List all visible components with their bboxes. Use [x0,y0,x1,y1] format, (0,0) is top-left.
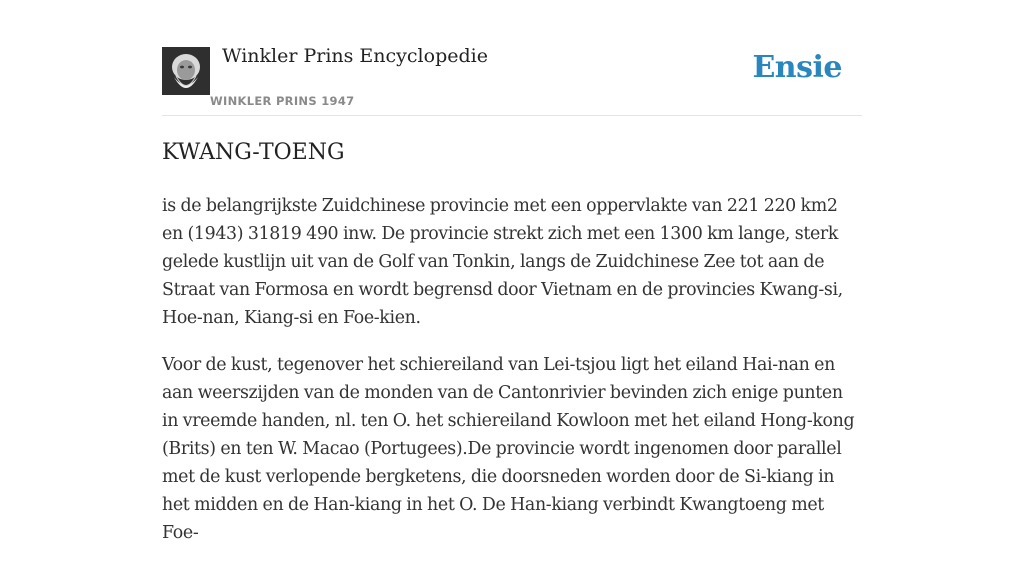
article-body [162,192,862,566]
article-paragraph: is de belangrijkste Zuidchinese provincie met een oppervlakte van 221 220 km2 en (1943) 31819 490 inw. De provincie strekt zich met een 1300 km lange, sterk gelede kustlijn uit van de Golf van Tonkin, langs de Zuidchinese Zee tot aan de Straat van Formosa en wordt begrensd door Vietnam en de provincies Kwang-si, Hoe-nan, Kiang-si en Foe-kien. [162,196,843,328]
article-paragraph: Voor de kust, tegenover het schiereiland van Lei-tsjou ligt het eiland Hai-nan en aan weerszijden van de monden van de Cantonrivier bevinden zich enige punten in vreemde handen, nl. ten O. het schiereiland Kowloon met het eiland Hong-kong (Brits) en ten W. Macao (Portugees).De provincie wordt ingenomen door parallel met de kust verlopende bergketens, die doorsneden worden door de Si-kiang in het midden en de Han-kiang in het O. De Han-kiang verbindt Kwangtoeng met Foe- [162,355,855,543]
brand-logo-link[interactable]: Ensie [752,50,842,85]
source-subtitle[interactable]: WINKLER PRINS 1947 [210,94,355,108]
header [162,0,862,116]
article-title: KWANG-TOENG [162,140,345,165]
author-avatar[interactable] [162,47,210,95]
source-title[interactable]: Winkler Prins Encyclopedie [222,45,488,67]
avatar-portrait-image [162,47,210,95]
page [162,0,862,543]
